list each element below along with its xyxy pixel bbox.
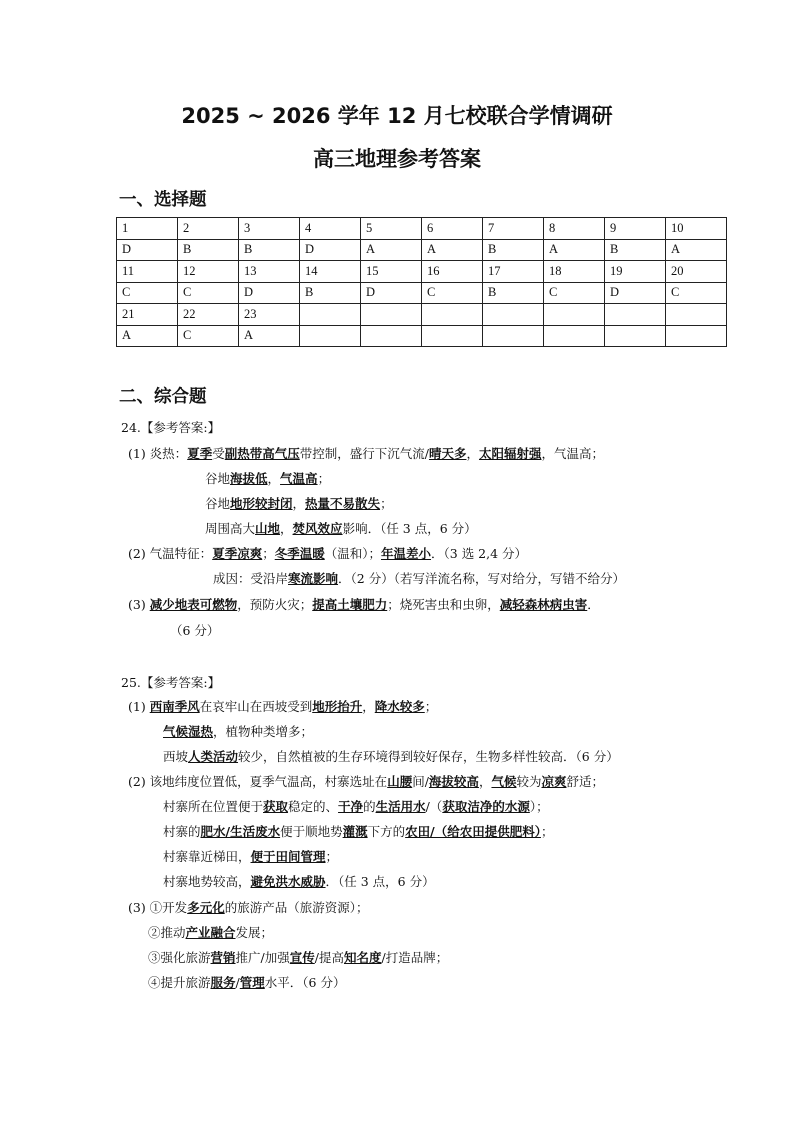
- table-cell: [300, 325, 361, 347]
- table-cell: A: [239, 325, 300, 347]
- table-cell: 15: [361, 261, 422, 283]
- table-cell: 10: [666, 218, 727, 240]
- table-cell: C: [178, 282, 239, 304]
- q24-answer-1-line3: 谷地地形较封闭，热量不易散失；: [205, 496, 393, 511]
- q24-answer-3-score: （6 分）: [170, 623, 220, 638]
- table-cell: [666, 304, 727, 326]
- table-cell: A: [422, 239, 483, 261]
- table-cell: 3: [239, 218, 300, 240]
- q25-answer-2-line5: 村寨地势较高，避免洪水威胁．（任 3 点，6 分）: [163, 874, 435, 889]
- q24-answer-3: (3) 减少地表可燃物，预防火灾；提高土壤肥力；烧死害虫和虫卵，减轻森林病虫害．: [128, 597, 600, 612]
- q25-answer-1-line2: 气候湿热，植物种类增多；: [163, 724, 314, 739]
- page-title: 2025 ~ 2026 学年 12 月七校联合学情调研: [181, 104, 613, 128]
- q25-answer-1: (1) 西南季风在哀牢山在西坡受到地形抬升，降水较多；: [128, 699, 438, 714]
- table-cell: 8: [544, 218, 605, 240]
- table-row: [117, 325, 727, 347]
- table-cell: D: [239, 282, 300, 304]
- q25-header: 25.【参考答案:】: [121, 675, 221, 690]
- table-cell: [605, 325, 666, 347]
- table-row: [117, 261, 727, 283]
- q24-header: 24.【参考答案:】: [121, 420, 221, 435]
- table-cell: 2: [178, 218, 239, 240]
- table-cell: [605, 304, 666, 326]
- table-cell: C: [178, 325, 239, 347]
- q25-answer-2-line3: 村寨的肥水/生活废水便于顺地势灌溉下方的农田/（给农田提供肥料）；: [163, 824, 554, 839]
- table-cell: 16: [422, 261, 483, 283]
- table-cell: A: [361, 239, 422, 261]
- table-cell: A: [117, 325, 178, 347]
- table-cell: [666, 325, 727, 347]
- table-cell: [544, 325, 605, 347]
- table-cell: 21: [117, 304, 178, 326]
- q24-answer-1: (1) 炎热：夏季受副热带高气压带控制，盛行下沉气流/晴天多，太阳辐射强，气温高；: [128, 446, 605, 461]
- table-cell: D: [117, 239, 178, 261]
- table-cell: C: [422, 282, 483, 304]
- table-cell: 14: [300, 261, 361, 283]
- q24-answer-2-line2: 成因：受沿岸寒流影响．（2 分）（若写洋流名称，写对给分，写错不给分）: [213, 571, 625, 586]
- q25-answer-1-line3: 西坡人类活动较少，自然植被的生存环境得到较好保存，生物多样性较高．（6 分）: [163, 749, 619, 764]
- table-cell: 20: [666, 261, 727, 283]
- table-cell: 19: [605, 261, 666, 283]
- table-cell: 23: [239, 304, 300, 326]
- table-cell: [361, 325, 422, 347]
- table-cell: 1: [117, 218, 178, 240]
- table-cell: 11: [117, 261, 178, 283]
- q25-answer-3-line2: ②推动产业融合发展；: [148, 925, 274, 940]
- table-cell: [300, 304, 361, 326]
- q24-answer-1-line4: 周围高大山地，焚风效应影响．（任 3 点，6 分）: [205, 521, 477, 536]
- table-cell: [483, 304, 544, 326]
- table-cell: B: [605, 239, 666, 261]
- table-cell: A: [666, 239, 727, 261]
- table-cell: C: [544, 282, 605, 304]
- answer-table: [116, 217, 727, 347]
- table-cell: [361, 304, 422, 326]
- table-cell: 6: [422, 218, 483, 240]
- table-cell: [544, 304, 605, 326]
- table-row: [117, 304, 727, 326]
- table-cell: [422, 325, 483, 347]
- table-cell: 22: [178, 304, 239, 326]
- q25-answer-2-line2: 村寨所在位置便于获取稳定的、干净的生活用水/（获取洁净的水源）；: [163, 799, 549, 814]
- table-row: [117, 218, 727, 240]
- table-row: [117, 282, 727, 304]
- table-cell: 12: [178, 261, 239, 283]
- table-cell: D: [361, 282, 422, 304]
- table-cell: C: [117, 282, 178, 304]
- table-cell: B: [239, 239, 300, 261]
- table-cell: D: [605, 282, 666, 304]
- table-cell: D: [300, 239, 361, 261]
- table-cell: C: [666, 282, 727, 304]
- table-cell: [483, 325, 544, 347]
- table-cell: 5: [361, 218, 422, 240]
- q24-answer-1-line2: 谷地海拔低，气温高；: [205, 471, 331, 486]
- q25-answer-2-line4: 村寨靠近梯田，便于田间管理；: [163, 849, 339, 864]
- table-cell: 17: [483, 261, 544, 283]
- table-cell: B: [483, 239, 544, 261]
- table-cell: A: [544, 239, 605, 261]
- table-cell: 7: [483, 218, 544, 240]
- q24-answer-2: (2) 气温特征：夏季凉爽；冬季温暖（温和）；年温差小．（3 选 2,4 分）: [128, 546, 528, 561]
- table-cell: 4: [300, 218, 361, 240]
- page-subtitle: 高三地理参考答案: [313, 147, 481, 171]
- table-cell: 13: [239, 261, 300, 283]
- table-cell: B: [300, 282, 361, 304]
- q25-answer-3: (3) ①开发多元化的旅游产品（旅游资源）；: [128, 900, 369, 915]
- table-cell: 18: [544, 261, 605, 283]
- table-cell: B: [178, 239, 239, 261]
- section-heading-choice: 一、选择题: [119, 190, 207, 210]
- q25-answer-3-line3: ③强化旅游营销推广/加强宣传/提高知名度/打造品牌；: [148, 950, 449, 965]
- q25-answer-3-line4: ④提升旅游服务/管理水平．（6 分）: [148, 975, 346, 990]
- table-row: [117, 239, 727, 261]
- section-heading-comprehensive: 二、综合题: [119, 387, 207, 407]
- table-cell: B: [483, 282, 544, 304]
- q25-answer-2: (2) 该地纬度位置低，夏季气温高，村寨选址在山腰间/海拔较高，气候较为凉爽舒适；: [128, 774, 605, 789]
- table-cell: 9: [605, 218, 666, 240]
- table-cell: [422, 304, 483, 326]
